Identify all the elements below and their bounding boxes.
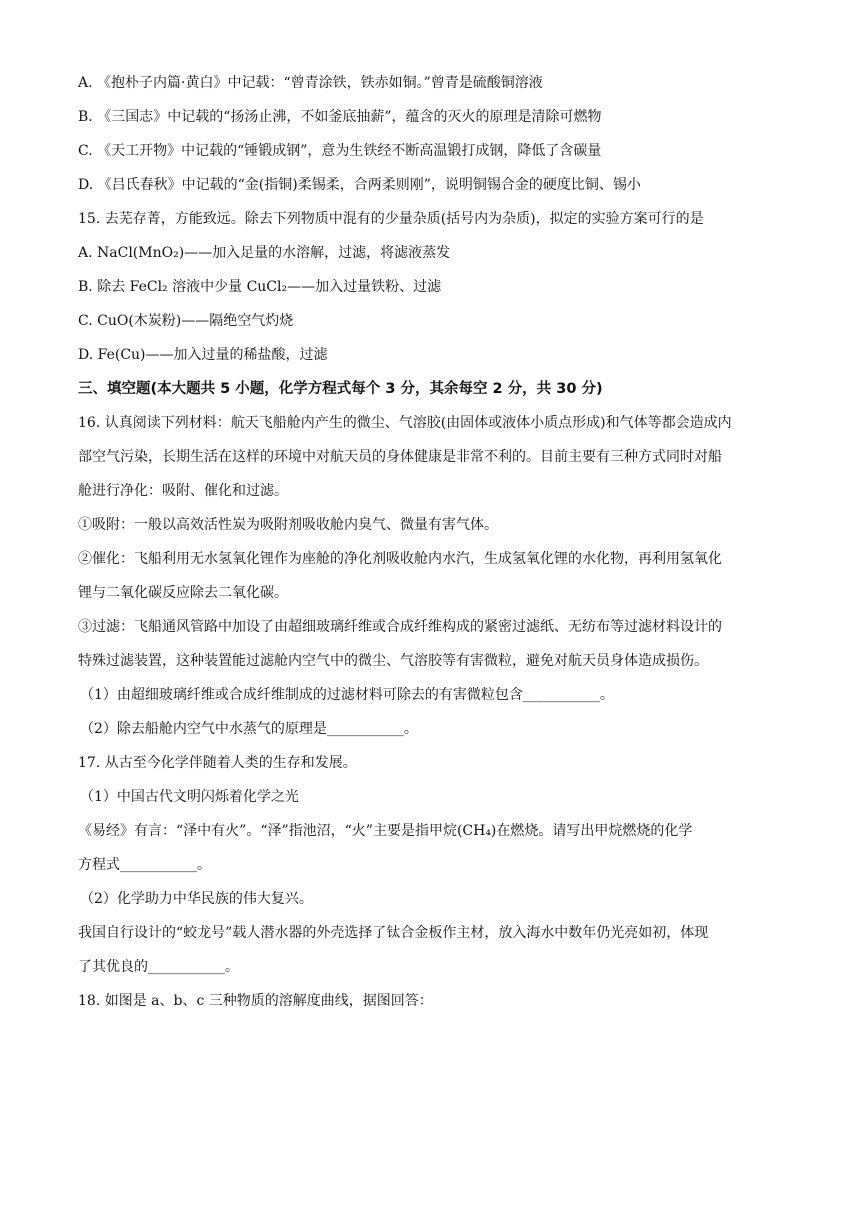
question-17-part-1-line-2: 方程式___________。 — [78, 857, 211, 873]
material-filtration-line-1: ③过滤：飞船通风管路中加设了由超细玻璃纤维或合成纤维构成的紧密过滤纸、无纺布等过滤材料设计的 — [78, 619, 722, 635]
question-16-part-2: （2）除去船舱内空气中水蒸气的原理是___________。 — [80, 721, 418, 737]
question-18-stem: 18. 如图是 a、b、c 三种物质的溶解度曲线，据图回答： — [78, 993, 433, 1009]
option-15d: D. Fe(Cu)——加入过量的稀盐酸，过滤 — [78, 347, 328, 363]
option-14a: A. 《抱朴子内篇·黄白》中记载：“曾青涂铁，铁赤如铜。”曾青是硫酸铜溶液 — [78, 75, 543, 91]
option-15a: A. NaCl(MnO₂)——加入足量的水溶解，过滤，将滤液蒸发 — [78, 245, 451, 261]
option-14c: C. 《天工开物》中记载的“锤锻成钢”，意为生铁经不断高温锻打成钢，降低了含碳量 — [78, 143, 602, 159]
question-17-part-2-line-2: 了其优良的___________。 — [78, 959, 239, 975]
question-15-stem: 15. 去芜存菁，方能致远。除去下列物质中混有的少量杂质(括号内为杂质)，拟定的实验方案可行的是 — [78, 211, 704, 227]
question-17-part-1-line-1: 《易经》有言：“泽中有火”。“泽”指池沼，“火”主要是指甲烷(CH₄)在燃烧。请写出甲烷燃烧的化学 — [78, 823, 693, 839]
question-17-part-1-heading: （1）中国古代文明闪烁着化学之光 — [80, 789, 299, 805]
option-15c: C. CuO(木炭粉)——隔绝空气灼烧 — [78, 313, 294, 329]
material-adsorption: ①吸附：一般以高效活性炭为吸附剂吸收舱内臭气、微量有害气体。 — [78, 517, 498, 533]
question-16-stem-line-1: 16. 认真阅读下列材料：航天飞船舱内产生的微尘、气溶胶(由固体或液体小质点形成)和气体等都会造成内 — [78, 415, 732, 431]
option-15b: B. 除去 FeCl₂ 溶液中少量 CuCl₂——加入过量铁粉、过滤 — [78, 279, 442, 295]
material-catalysis-line-2: 锂与二氧化碳反应除去二氧化碳。 — [78, 585, 288, 601]
option-14d: D. 《吕氏春秋》中记载的“金(指铜)柔锡柔，合两柔则刚”，说明铜锡合金的硬度比铜、锡小 — [78, 177, 641, 193]
document-content — [78, 66, 790, 1018]
section-3-heading: 三、填空题(本大题共 5 小题，化学方程式每个 3 分，其余每空 2 分，共 30 分) — [78, 381, 603, 397]
option-14b: B. 《三国志》中记载的“扬汤止沸，不如釜底抽薪”，蕴含的灭火的原理是清除可燃物 — [78, 109, 602, 125]
question-17-stem: 17. 从古至今化学伴随着人类的生存和发展。 — [78, 755, 357, 771]
question-16-stem-line-3: 舱进行净化：吸附、催化和过滤。 — [78, 483, 288, 499]
material-filtration-line-2: 特殊过滤装置，这种装置能过滤舱内空气中的微尘、气溶胶等有害微粒，避免对航天员身体造成损伤。 — [78, 653, 708, 669]
question-16-stem-line-2: 部空气污染，长期生活在这样的环境中对航天员的身体健康是非常不利的。目前主要有三种方式同时对船 — [78, 449, 722, 465]
question-17-part-2-line-1: 我国自行设计的“蛟龙号”载人潜水器的外壳选择了钛合金板作主材，放入海水中数年仍光亮如初，体现 — [78, 925, 709, 941]
question-17-part-2-heading: （2）化学助力中华民族的伟大复兴。 — [80, 891, 313, 907]
material-catalysis-line-1: ②催化：飞船利用无水氢氧化锂作为座舱的净化剂吸收舱内水汽，生成氢氧化锂的水化物，再利用氢氧化 — [78, 551, 722, 567]
question-16-part-1: （1）由超细玻璃纤维或合成纤维制成的过滤材料可除去的有害微粒包含___________。 — [80, 687, 614, 703]
